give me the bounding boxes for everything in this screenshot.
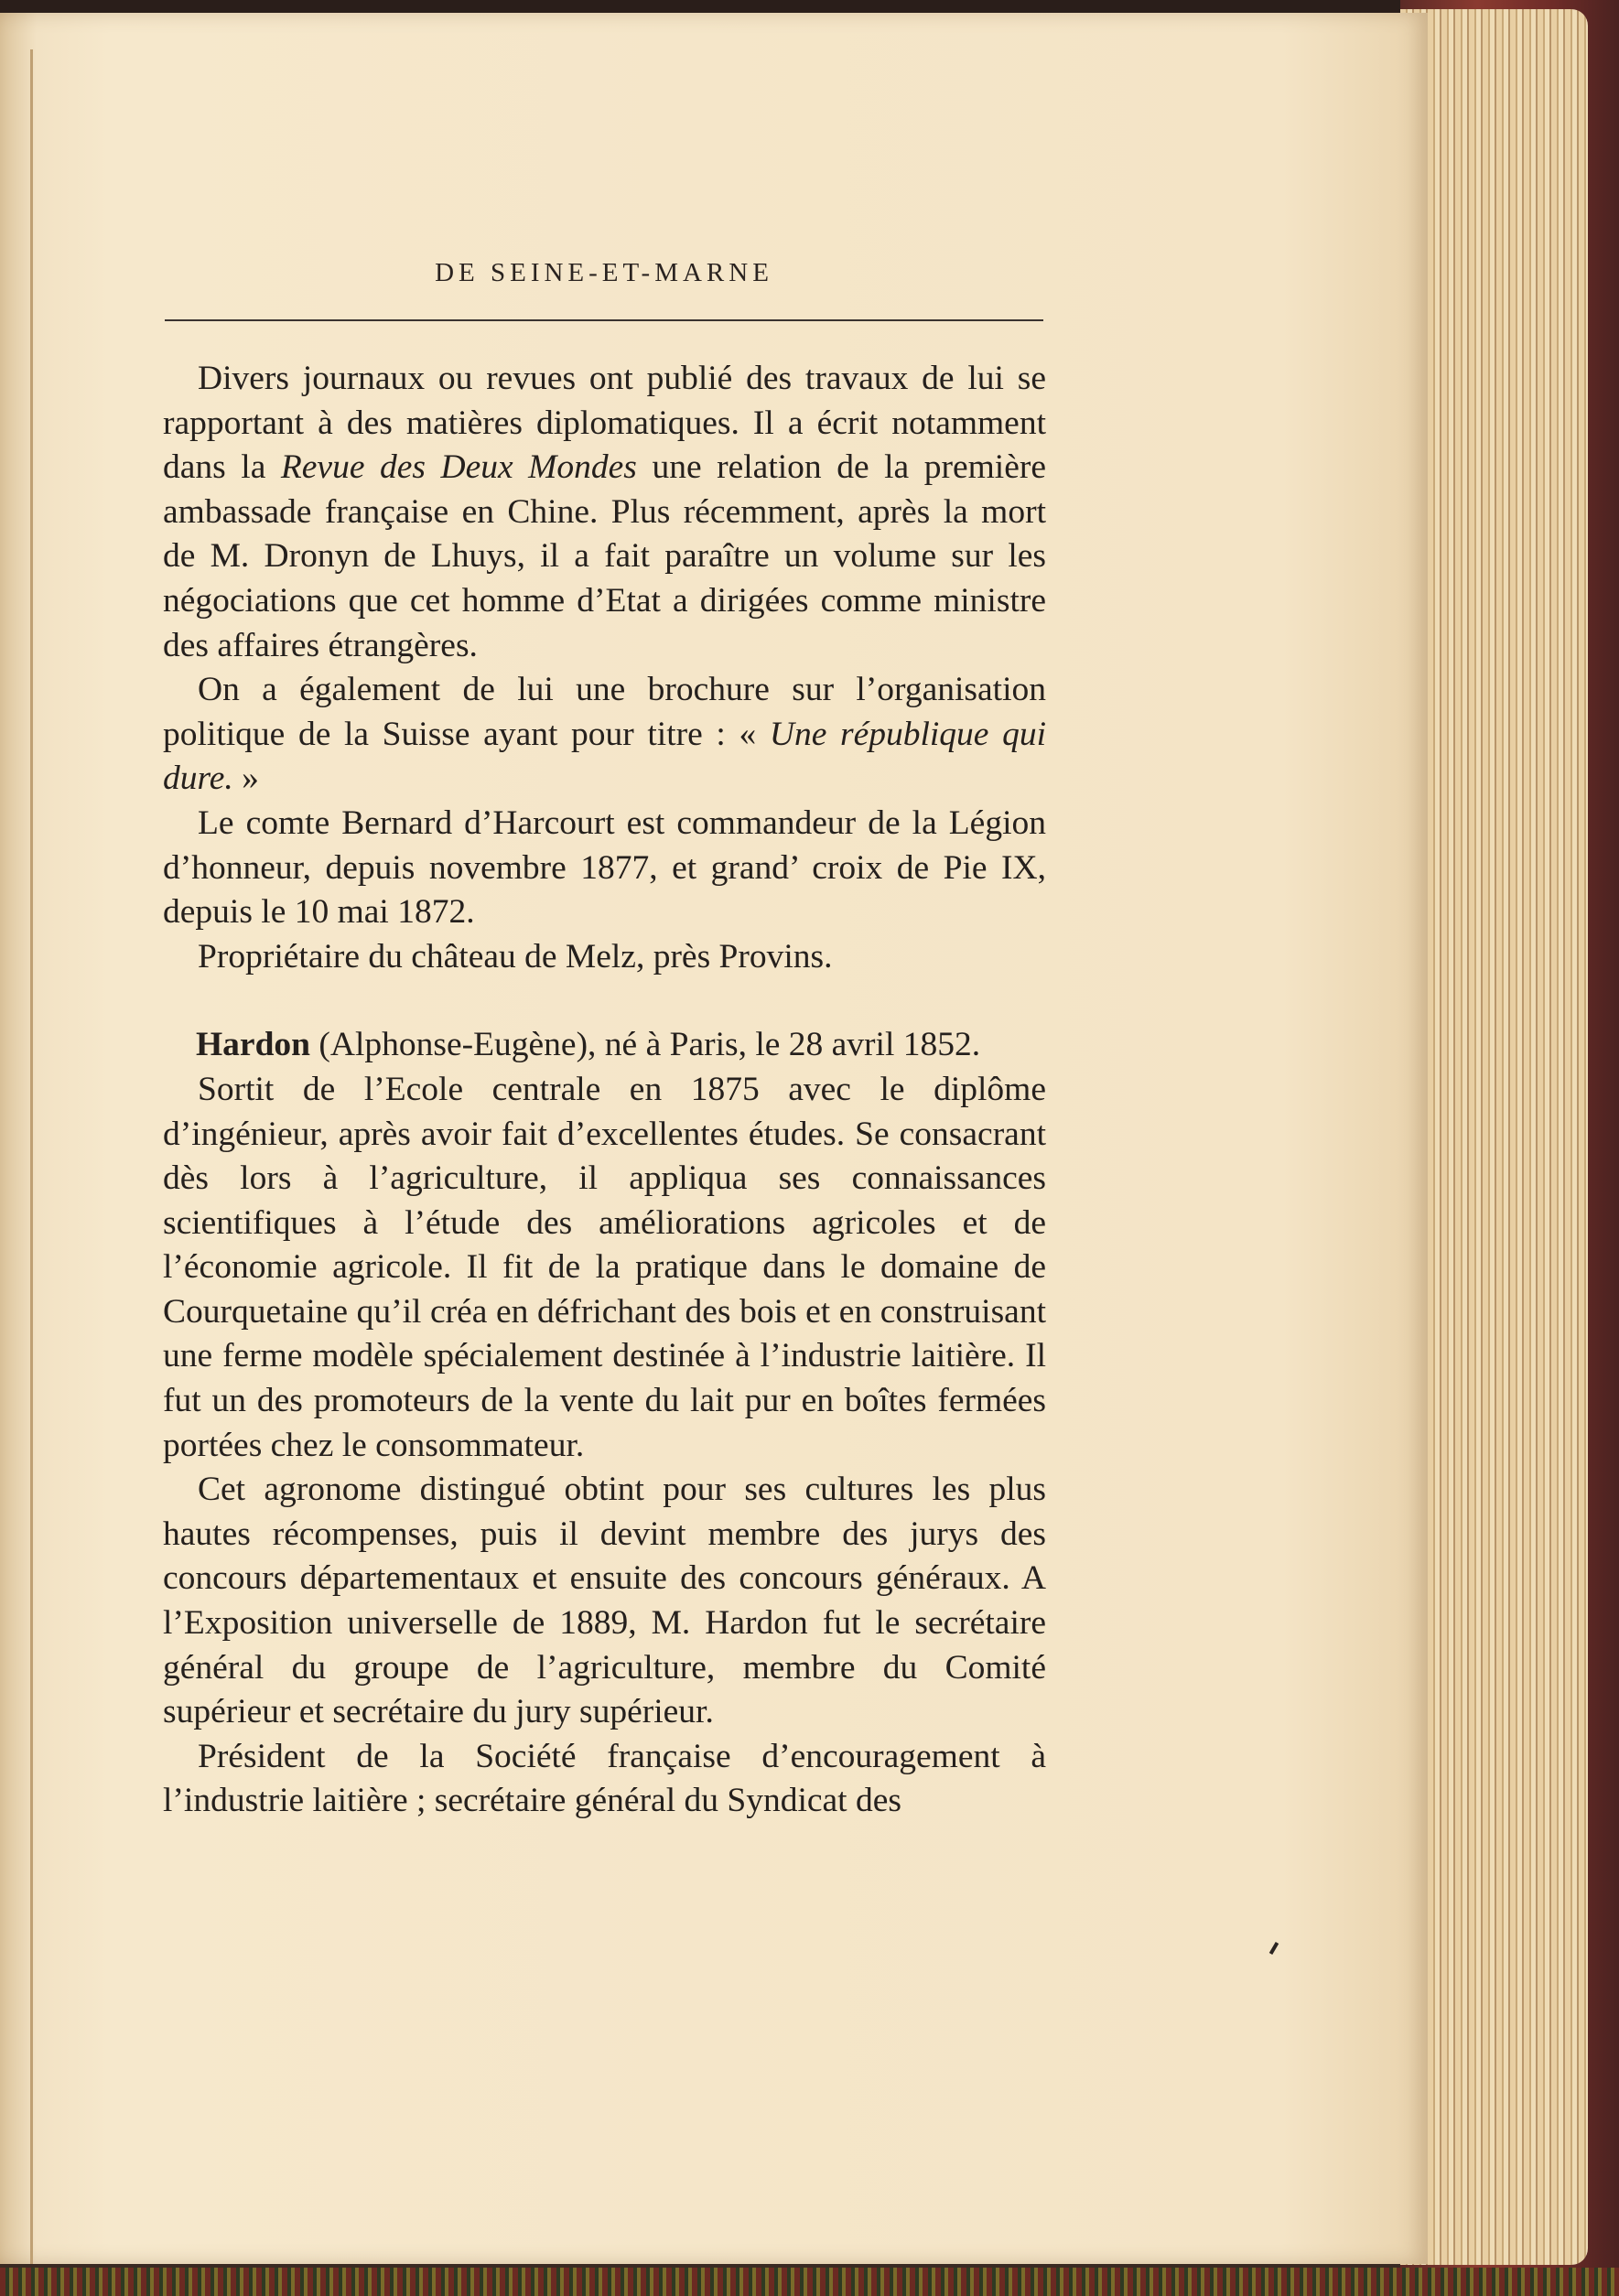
text-run: Divers journaux ou revues ont publié des travaux de lui se rapportant à des matières diplomatiques. Il a écrit notamment dans la (163, 360, 1046, 487)
paragraph-p6 (163, 1068, 1046, 1468)
text-run: une relation de la première ambassade française en Chine. Plus récemment, après la mort de M. Dronyn de Lhuys, il a fait paraître un volume sur les négociations que cet homme d’Etat a dirigées comme ministre des affaires étrangères. (163, 448, 1046, 664)
entry-name: Hardon (196, 1026, 311, 1064)
text-run: Président de la Société française d’encouragement à l’industrie laitière ; secrétaire général du Syndicat des (163, 1737, 1046, 1820)
paragraph-p8 (163, 1735, 1046, 1824)
text-run: On a également de lui une brochure sur l’organisation politique de la Suisse ayant pour titre : « (163, 671, 1046, 753)
paragraph-p4 (163, 935, 1046, 980)
header-rule (165, 319, 1043, 321)
text-run: Sortit de l’Ecole centrale en 1875 avec le diplôme d’ingénieur, après avoir fait d’excellentes études. Se consacrant dès lors à l’agriculture, il appliqua ses connaissances scientifiques à l’étude des améliorations agricoles et de l’économie agricole. Il fit de la pratique dans le domaine de Courquetaine qu’il créa en défrichant des bois et en construisant une ferme modèle spécialement destinée à l’industrie laitière. Il fut un des promoteurs de la vente du lait pur en boîtes fermées portées chez le consommateur. (163, 1070, 1046, 1464)
text-run: » (232, 760, 259, 798)
paragraph-p2 (163, 668, 1046, 802)
paragraph-p7 (163, 1468, 1046, 1735)
italic-title: Revue des Deux Mondes (280, 448, 637, 487)
italic-title: Une république qui dure. (163, 715, 1046, 798)
page-edges (1400, 9, 1588, 2265)
running-header: DE SEINE-ET-MARNE (435, 258, 773, 287)
gutter-line (30, 49, 33, 2264)
scan-bottom-edge (0, 2268, 1619, 2296)
text-run: Cet agronome distingué obtint pour ses cultures les plus hautes récompenses, puis il devint membre des jurys des concours départementaux et ensuite des concours généraux. A l’Exposition universelle de 1889, M. Hardon fut le secrétaire général du groupe de l’agriculture, membre du Comité supérieur et secrétaire du jury supérieur. (163, 1471, 1046, 1731)
paragraph-p3 (163, 802, 1046, 935)
text-run: Le comte Bernard d’Harcourt est commandeur de la Légion d’honneur, depuis novembre 1877, et grand’ croix de Pie IX, depuis le 10 mai 1872. (163, 803, 1046, 932)
paragraph-p1 (163, 357, 1046, 668)
text-run: (Alphonse-Eugène), né à Paris, le 28 avril 1852. (310, 1026, 981, 1064)
text-run: Propriétaire du château de Melz, près Provins. (198, 937, 833, 976)
body-text (163, 357, 1046, 1824)
paragraph-p5 (163, 1023, 1046, 1068)
